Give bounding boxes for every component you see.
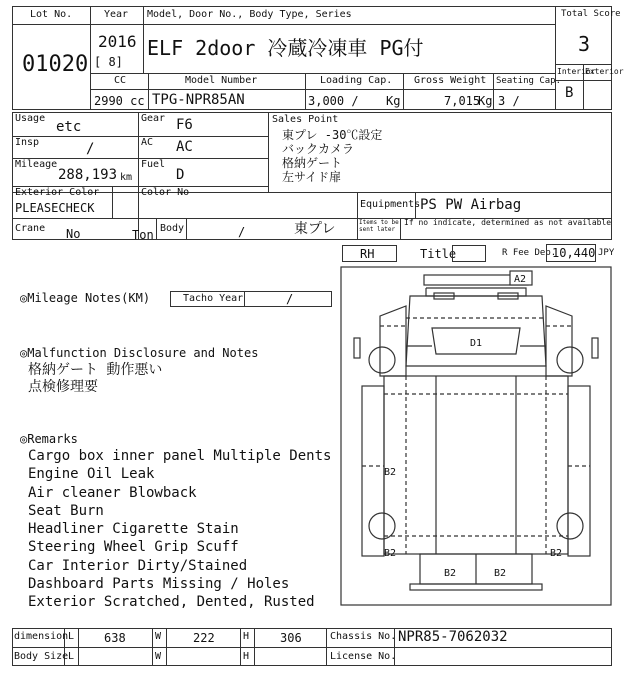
crane-unit: Ton [132,228,154,242]
equipments-label: Equipments [360,199,421,210]
malfunction-item: 格納ゲート 動作悪い [28,362,163,378]
model-number: TPG-NPR85AN [152,92,245,108]
rfee-value: 10,440 [552,246,596,260]
sales-point: バックカメラ [282,142,355,156]
gross-value: 7,015 [444,94,481,108]
insp-value: / [86,141,95,157]
loading-unit: Kg [386,94,401,108]
cc-label: CC [114,75,127,86]
malfunction-list [28,362,162,396]
W-label: W [155,651,162,662]
remark-item: Steering Wheel Grip Scuff [28,539,239,556]
total-score-label: Total Score [561,9,621,19]
ext-color-value: PLEASECHECK [15,201,95,215]
year-sub: [ 8] [94,55,123,69]
seating-label: Seating Cap. [496,76,562,86]
wheel [369,513,395,539]
damage-mark: B2 [494,568,507,579]
malfunction-item: 点検修理要 [28,379,98,395]
L-value: 638 [104,631,126,645]
mileage-unit: km [120,172,133,183]
usage-value: etc [56,119,82,135]
damage-mark: A2 [514,274,527,285]
gear-value: F6 [176,117,193,133]
tacho-label: Tacho Year [183,293,244,304]
lot-no-label: Lot No. [30,9,73,20]
equipments-value: PS PW Airbag [420,197,522,213]
crane-value: No [66,227,81,241]
chassis-label: Chassis No. [330,631,397,642]
tacho-value: / [286,292,294,306]
mileage-label: Mileage [15,159,58,170]
total-score: 3 [578,32,591,56]
dimension-label: dimension [14,631,69,642]
rfee-label: R Fee Dep. [502,248,557,258]
remark-item: Air cleaner Blowback [28,484,197,501]
no-indicate-note: If no indicate, determined as not available [404,218,612,227]
truck-damage-diagram [340,266,612,606]
year-label: Year [104,9,129,20]
crane-label: Crane [15,223,46,234]
remark-item: Exterior Scratched, Dented, Rusted [28,594,315,611]
year-value: 2016 [98,32,137,51]
exterior-label: Exterior [585,67,624,76]
remarks-list [28,447,331,612]
remark-item: Cargo box inner panel Multiple Dents [28,448,332,464]
remark-item: Dashboard Parts Missing / Holes [28,576,290,593]
W-label: W [155,631,162,642]
color-no-label: Color No [141,187,190,198]
cc-value: 2990 cc [94,94,145,108]
sales-point-label: Sales Point [272,114,339,125]
chassis-value: NPR85-7062032 [398,629,508,645]
L-label: L [68,631,75,642]
interior-label: Interior [557,67,596,76]
sales-point: 左サイド扉 [282,170,342,184]
gross-label: Gross Weight [414,75,487,86]
seating-value: 3 / [498,94,520,108]
gross-unit: Kg [478,94,493,108]
rfee-unit: JPY [598,248,615,258]
model-label: Model, Door No., Body Type, Series [147,9,352,20]
cargo-top [384,376,568,554]
H-value: 306 [280,631,302,645]
sales-point: 格納ゲート [282,156,343,170]
damage-mark: B2 [384,467,397,478]
usage-label: Usage [15,113,46,124]
damage-mark: D1 [470,338,483,349]
model-number-label: Model Number [185,75,258,86]
ext-color-label: Exterior Color [15,187,100,198]
W-value: 222 [193,631,215,645]
later-note: Items to be sent later [359,219,399,233]
fuel-label: Fuel [141,159,166,170]
remark-item: Car Interior Dirty/Stained [28,557,248,574]
H-label: H [243,631,250,642]
body-label: Body [160,223,185,234]
ac-value: AC [176,139,193,155]
title-box [452,245,486,262]
remark-item: Seat Burn [28,502,104,519]
loading-label: Loading Cap. [320,75,393,86]
license-label: License No. [330,651,397,662]
sales-point: 東プレ -30℃設定 [282,128,383,142]
model-title: ELF 2door 冷蔵冷凍車 PG付 [147,36,424,60]
damage-mark: B2 [384,548,397,559]
remarks-title: ◎Remarks [20,432,78,446]
body-slash: / [238,225,246,239]
cab-outline [406,296,546,366]
rh-label: RH [360,247,375,261]
malfunction-title: ◎Malfunction Disclosure and Notes [20,346,259,360]
damage-mark: B2 [550,548,563,559]
mileage-value: 288,193 [58,167,118,183]
wheel [369,347,395,373]
fuel-value: D [176,167,185,183]
L-label: L [68,651,75,662]
H-label: H [243,651,250,662]
ac-label: AC [141,137,154,148]
remark-item: Headliner Cigarette Stain [28,521,239,538]
mileage-notes-title: ◎Mileage Notes(KM) [20,291,151,305]
damage-mark: B2 [444,568,457,579]
body-size-label: Body Size [14,651,69,662]
insp-label: Insp [15,137,40,148]
title-label: Title [420,247,457,261]
gear-label: Gear [141,113,166,124]
body-value: 東プレ [294,221,336,237]
sales-points [282,128,382,184]
lot-no: 01020 [22,52,89,77]
loading-value: 3,000 / [308,94,359,108]
interior-score: B [565,85,574,101]
remark-item: Engine Oil Leak [28,466,155,483]
wheel [557,347,583,373]
wheel [557,513,583,539]
